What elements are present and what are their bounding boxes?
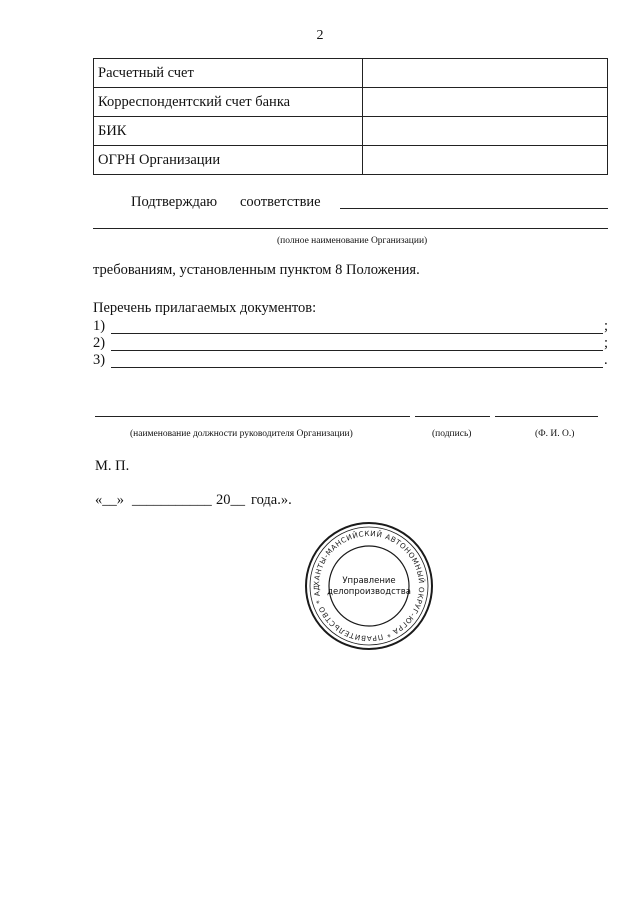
document-item-number: 2): [93, 335, 106, 351]
organization-name-line-2: [93, 228, 608, 229]
requisite-label: Расчетный счет: [94, 59, 363, 88]
date-day: «__»: [95, 492, 124, 508]
signature-caption: (подпись): [432, 429, 472, 439]
full-name-line: [495, 416, 598, 417]
document-item-line: [111, 333, 603, 334]
requisites-table: [93, 58, 608, 175]
stamp-ring-text: ХАНТЫ-МАНСИЙСКИЙ АВТОНОМНЫЙ ОКРУГ-ЮГРА * ПРАВИТЕЛЬСТВО * АД: [311, 528, 427, 644]
table-row: [94, 59, 608, 88]
stamp-center-line-2: делопроизводства: [327, 587, 411, 597]
document-item-line: [111, 350, 603, 351]
requisite-value: [363, 59, 608, 88]
document-item-end: ;: [604, 335, 609, 351]
requirements-text: требованиям, установленным пунктом 8 Положения.: [93, 262, 420, 278]
document-item-number: 1): [93, 318, 106, 334]
stamp-center-line-1: Управление: [342, 576, 396, 586]
confirm-word-1: Подтверждаю: [131, 194, 218, 210]
requisite-value: [363, 146, 608, 175]
requisite-label: ОГРН Организации: [94, 146, 363, 175]
stamp-seal-icon: [303, 520, 435, 652]
table-row: [94, 88, 608, 117]
document-item-end: ;: [604, 318, 609, 334]
organization-name-line-1: [340, 208, 608, 209]
requisite-label: Корреспондентский счет банка: [94, 88, 363, 117]
requisite-value: [363, 88, 608, 117]
confirm-word-2: соответствие: [240, 194, 321, 210]
table-row: [94, 117, 608, 146]
date-suffix: года.».: [251, 492, 292, 508]
position-caption: (наименование должности руководителя Организации): [130, 429, 353, 439]
official-stamp: [303, 520, 435, 652]
organization-name-caption: (полное наименование Организации): [277, 236, 428, 246]
full-name-caption: (Ф. И. О.): [535, 429, 575, 439]
document-item-line: [111, 367, 603, 368]
signature-line: [415, 416, 490, 417]
document-item-end: .: [604, 352, 608, 368]
page-number: 2: [316, 28, 324, 43]
document-item-number: 3): [93, 352, 106, 368]
documents-heading: Перечень прилагаемых документов:: [93, 300, 317, 316]
date-month-blank: ___________: [132, 492, 212, 508]
seal-place-label: М. П.: [95, 458, 130, 474]
requisite-label: БИК: [94, 117, 363, 146]
date-year: 20__: [216, 492, 245, 508]
table-row: [94, 146, 608, 175]
position-line: [95, 416, 410, 417]
requisite-value: [363, 117, 608, 146]
